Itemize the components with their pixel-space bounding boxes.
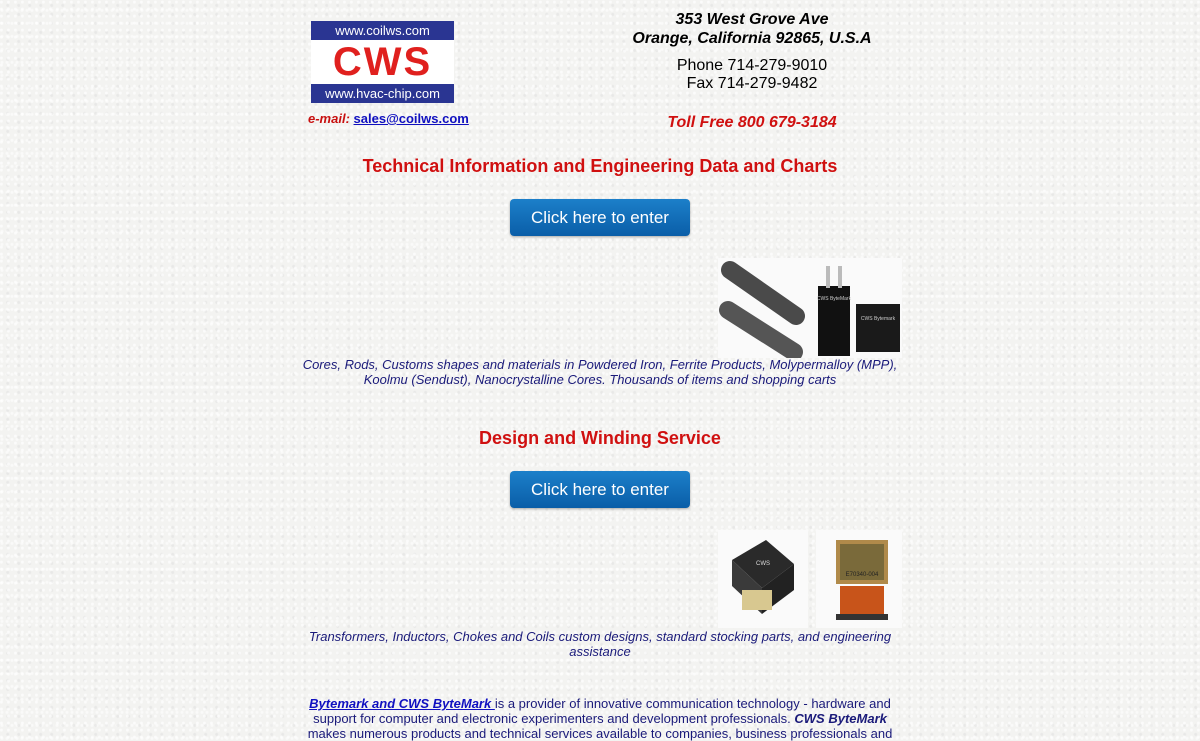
inductor-image[interactable] <box>816 530 902 628</box>
bytemark-link[interactable]: Bytemark and CWS ByteMark <box>309 696 495 711</box>
phone-fax <box>600 57 904 93</box>
email-line <box>308 111 469 126</box>
bytemark-brand: CWS ByteMark <box>794 711 887 726</box>
email-label: e-mail: <box>308 111 350 126</box>
tech-info-enter-button[interactable]: Click here to enter <box>510 199 690 236</box>
section1-caption: Cores, Rods, Customs shapes and materials in Powdered Iron, Ferrite Products, Molypermalloy (MPP), Koolmu (Sendust), Nanocrystalline Cores. Thousands of items and shopping carts <box>302 357 898 387</box>
toll-free: Toll Free 800 679-3184 <box>667 114 837 131</box>
transformer-label: CWS <box>756 561 770 567</box>
address-line2: Orange, California 92865, U.S.A <box>632 30 872 47</box>
transformer-image[interactable] <box>718 530 808 628</box>
section2-heading: Design and Winding Service <box>479 428 721 448</box>
cws-logo[interactable] <box>311 21 454 103</box>
logo-top-url: www.coilws.com <box>311 21 454 40</box>
module-2 <box>856 304 900 352</box>
bytemark-paragraph <box>305 696 895 741</box>
logo-bottom-url: www.hvac-chip.com <box>311 84 454 103</box>
design-winding-enter-button[interactable]: Click here to enter <box>510 471 690 508</box>
section2-caption: Transformers, Inductors, Chokes and Coils custom designs, standard stocking parts, and engineering assistance <box>308 629 892 659</box>
inductor-label: E70340-004 <box>845 572 879 578</box>
bytemark-text2: makes numerous products and technical services available to companies, business professionals and <box>307 726 893 741</box>
section1-heading: Technical Information and Engineering Data and Charts <box>362 156 838 176</box>
module1-label: CWS ByteMark <box>816 296 852 302</box>
address-line1: 353 West Grove Ave <box>675 11 829 28</box>
bytemark-text1: is a provider of innovative communication technology - hardware and support for computer and electronic experimenters and development professionals. <box>313 696 891 726</box>
cores-rods-image[interactable] <box>718 258 902 358</box>
email-link[interactable]: sales@coilws.com <box>353 111 469 126</box>
address <box>600 10 904 48</box>
logo-brand: CWS <box>311 40 454 84</box>
module2-label: CWS Bytemark <box>860 316 896 322</box>
phone: Phone 714-279-9010 <box>676 57 828 74</box>
fax: Fax 714-279-9482 <box>686 75 818 92</box>
